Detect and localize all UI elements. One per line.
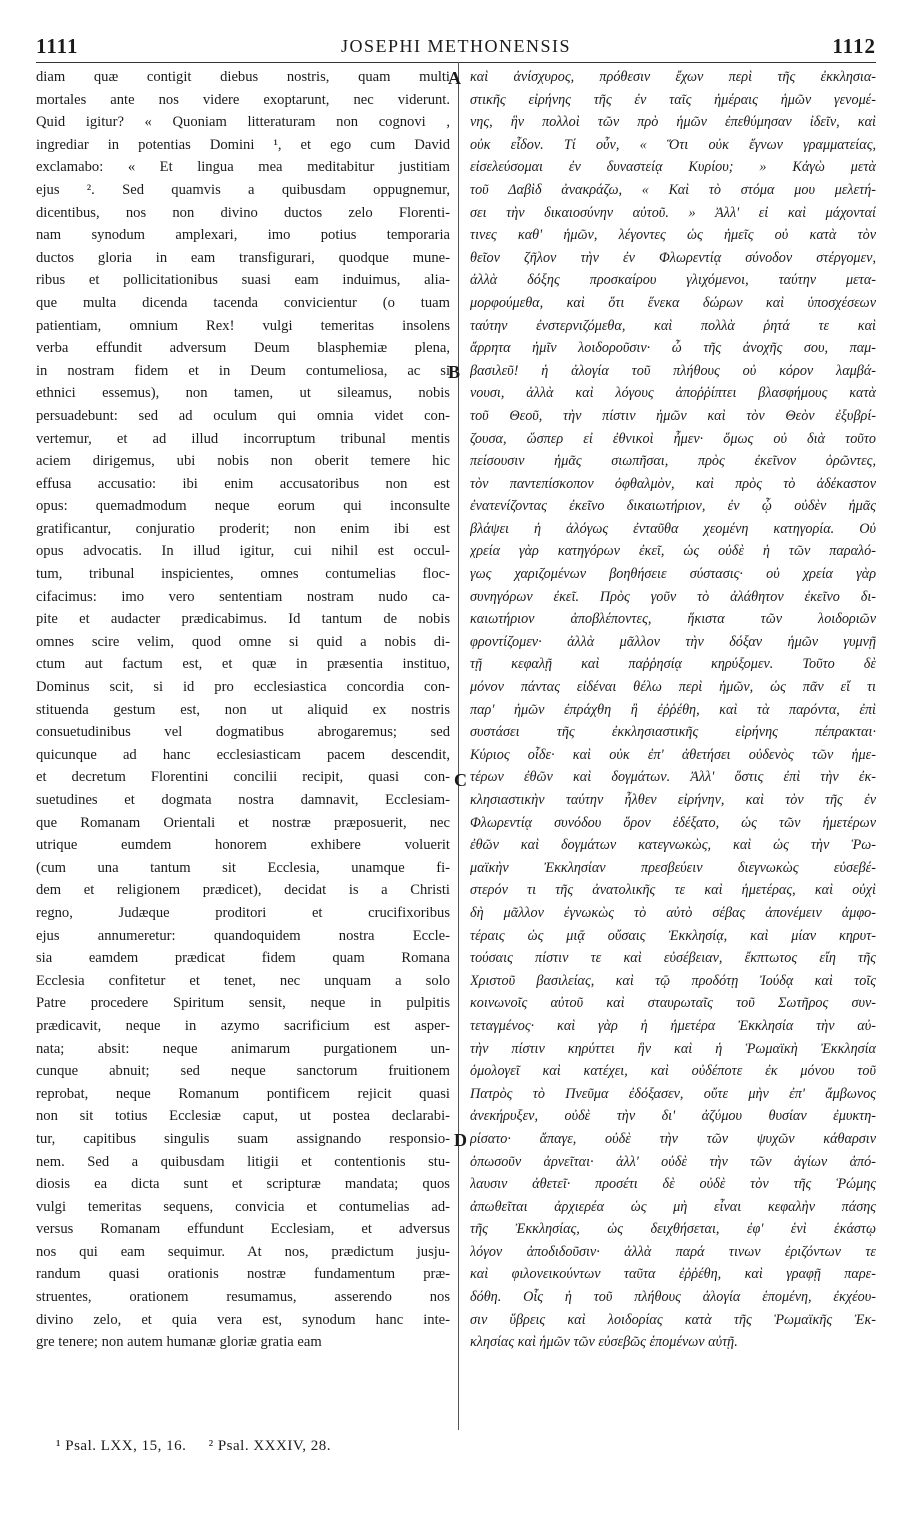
greek-text-line: νης, ἣν πολλοὶ τῶν πρὸ ἡμῶν ἐπεθύμησαν ἰδεῖν, καὶ	[470, 114, 876, 131]
column-divider	[458, 62, 459, 1430]
latin-text-line: reprobat, neque Romanum pontificem rejicit quasi	[36, 1085, 450, 1102]
latin-text-line: utrique eumdem honorem exhibere voluerit	[36, 837, 450, 854]
latin-text-line: nam synodum amplexari, imo potius temporaria	[36, 227, 450, 244]
latin-text-line: consuetudinibus vel dogmatibus abrogaremus; sed	[36, 724, 450, 741]
greek-text-line: ζουσα, ὥσπερ εἰ ἐθνικοὶ ἦμεν· ὅμως οὐ διὰ τοῦτο	[470, 430, 876, 447]
greek-text-line: τῇ κεφαλῇ καὶ παῤῥησίᾳ κηρύξομεν. Τοῦτο δὲ	[470, 656, 876, 673]
latin-text-line: dem et religionem prædicet), decidat is a Christi	[36, 882, 450, 899]
greek-text-line: καὶ φιλονεικούντων ταῦτα ἐῤῥέθη, καὶ γραφῇ παρε-	[470, 1266, 876, 1283]
left-page-number: 1111	[36, 34, 79, 58]
latin-text-line: struentes, orationem resumamus, asserendo nos	[36, 1289, 450, 1306]
latin-text-line: dicentibus, nos non divino ductos zelo Florenti-	[36, 204, 450, 221]
greek-text-line: τοῦ Δαβὶδ ἀνακράζω, « Καὶ τὸ στόμα μου μελετή-	[470, 181, 876, 198]
latin-text-line: divino zelo, et quia vera est, synodum hanc inte-	[36, 1311, 450, 1328]
greek-text-line: βασιλεῦ! ἡ ἀλογία τοῦ πλήθους οὐ κόρον λαμβά-	[470, 362, 876, 379]
latin-text-line: aciem dirigemus, ubi nobis non oberit temere hic	[36, 453, 450, 470]
greek-text-line: ἐνατενίζοντας ἐκεῖνο δικαιωτήριον, ἐν ᾧ οὐδὲν ἡμᾶς	[470, 498, 876, 515]
greek-text-line: παρ' ἡμῶν ἐπράχθη ἢ ἐῤῥέθη, καὶ τὰ παρόντα, ἐπὶ	[470, 701, 876, 718]
greek-text-line: λόγον ἀποδιδοῦσιν· ἀλλὰ παρά τινων ἐριζόντων τε	[470, 1243, 876, 1260]
latin-text-line: ingrediar in potentias Domini ¹, et ego cum David	[36, 136, 450, 153]
margin-marker-a: A	[448, 68, 461, 88]
latin-text-line: vertemur, et ad illud incorruptum tribunal mentis	[36, 430, 450, 447]
greek-text-line: σιν ὕβρεις καὶ λοιδορίας κατὰ τῆς Ῥωμαϊκῆς Ἐκ-	[470, 1311, 876, 1328]
latin-text-line: effusa accusatio: ibi enim accusatoribus non est	[36, 475, 450, 492]
greek-text-line: πείσουσιν ἡμᾶς σιωπῆσαι, πρὸς ἐκεῖνον ὁρῶντες,	[470, 453, 876, 470]
latin-text-line: regno, Judæque proditori et crucifixoribus	[36, 904, 450, 921]
latin-text-line: Quid igitur? « Quoniam litteraturam non cognovi ,	[36, 114, 450, 131]
greek-text-line: ἀνεκήρυξεν, οὐδὲ τὴν δι' ἀζύμου θυσίαν ἐμυκτη-	[470, 1108, 876, 1125]
latin-text-line: nem. Sed a quibusdam litigii et contentionis stu-	[36, 1153, 450, 1170]
latin-text-line: tur, capitibus singulis suam assignando responsio-	[36, 1130, 450, 1147]
latin-text-line: Ecclesia confitetur et tenet, nec unquam a solo	[36, 972, 450, 989]
greek-text-line: θεῖον ζῆλον τὴν ἐν Φλωρεντίᾳ σύνοδον στέργομεν,	[470, 249, 876, 266]
latin-text-line: patientiam, omnium Rex! vulgi temeritas insolens	[36, 317, 450, 334]
latin-text-line: ejus annumeretur: quandoquidem nostra Eccle-	[36, 927, 450, 944]
greek-text-line: ρίσατο· ἄπαγε, οὐδὲ τὴν τῶν ψυχῶν κάθαρσιν	[470, 1130, 876, 1147]
greek-text-line: τῆς Ἐκκλησίας, ὡς δειχθήσεται, ἐφ' ἑνὶ ἑκάστῳ	[470, 1221, 876, 1238]
latin-text-line: nos qui eam sequimur. At nos, prædictum jusju-	[36, 1243, 450, 1260]
greek-text-line: ἀλλὰ δόξης προσκαίρου γλιχόμενοι, ταύτην μετα-	[470, 272, 876, 289]
greek-text-line: Κύριος οἶδε· καὶ οὐκ ἐπ' ἀθετήσει οὐδενὸς τῶν ἡμε-	[470, 746, 876, 763]
latin-text-line: prædicavit, neque in azymo sacrificium est asper-	[36, 1017, 450, 1034]
greek-text-line: μορφούμεθα, καὶ ὅτι ἕνεκα δώρων καὶ ὑποσχέσεων	[470, 294, 876, 311]
greek-text-line: συνηγόρων ἐκεῖ. Πρὸς γοῦν τὸ ἀλάθητον ἐκεῖνο δι-	[470, 588, 876, 605]
latin-text-line: gre tenere; non autem humanæ gloriæ gratia eam	[36, 1334, 322, 1351]
greek-text-line: συστάσει τῆς ἐκκλησιαστικῆς εἰρήνης πέπρακται·	[470, 724, 876, 741]
greek-text-line: γως χαριζομένων βοηθήσειε σύστασις· οὐ χρεία γὰρ	[470, 566, 876, 583]
greek-text-line: ἀπωθεῖται ἀρχιερέα ὡς μὴ εἶναι κεφαλὴν πάσης	[470, 1198, 876, 1215]
greek-text-line: τινες καθ' ἡμῶν, λέγοντες ὡς ἡμεῖς οὐ κατὰ τὸν	[470, 227, 876, 244]
latin-text-line: suetudines et dogmata nostra damnavit, Ecclesiam-	[36, 792, 450, 808]
latin-text-line: que Romanam Orientali et nostræ præposuerit, nec	[36, 814, 450, 831]
latin-text-line: verba effundit adversum Deum blasphemiæ plena,	[36, 340, 450, 357]
greek-text-line: ὁμολογεῖ καὶ κατέχει, καὶ οὐδέποτε ἐκ μόνου τοῦ	[470, 1063, 876, 1080]
greek-text-line: τοῦ Θεοῦ, τὴν πίστιν ἡμῶν καὶ τὸν Θεὸν ἐξυβρί-	[470, 407, 876, 424]
latin-text-line: que multa dicenda tacenda convicientur (o tuam	[36, 294, 450, 311]
latin-text-line: vulgi temeritas sequens, convicia et contumelias ad-	[36, 1198, 450, 1215]
greek-text-line: Χριστοῦ βασιλείας, καὶ τῷ προδότῃ Ἰούδᾳ καὶ τοῖς	[470, 972, 876, 989]
greek-text-line: δόθη. Οἷς ἡ τοῦ πλήθους ἀλογία ἑπομένη, ἐκχέου-	[470, 1289, 876, 1306]
latin-text-line: Dominus scit, si id pro ecclesiastica concordia con-	[36, 679, 450, 696]
latin-text-line: ctum aut factum est, et quæ in præsentia instituo,	[36, 656, 450, 673]
greek-text-line: μόνον πάντας εἰδέναι θέλω περὶ ἡμῶν, ὡς πᾶν εἴ τι	[470, 679, 876, 696]
greek-text-line: κλησιαστικὴν ταύτην ἦλθεν εἰρήνην, καὶ τὸν τῆς ἐν	[470, 792, 876, 808]
greek-text-line: βλάψει ἡ ἀλόγως ἐνταῦθα χεομένη κατηγορία. Οὐ	[470, 520, 876, 537]
latin-text-line: randum quasi orationis nostræ fundamentum præ-	[36, 1266, 450, 1283]
greek-column	[470, 66, 876, 1354]
right-page-number: 1112	[832, 34, 876, 58]
latin-text-line: diosis ea dicta sunt et scripturæ mandata; quos	[36, 1176, 450, 1193]
latin-text-line: sia eamdem prædicat fidem quam Romana	[36, 950, 450, 967]
greek-text-line: οὐκ εἶδον. Τί οὖν, « Ὅτι οὐκ ἔγνων γραμματείας,	[470, 136, 876, 153]
greek-text-line: καὶ ἀνίσχυρος, πρόθεσιν ἔχων περὶ τῆς ἐκκλησια-	[470, 69, 876, 85]
greek-text-line: ἄρρητα ἡμῖν λοιδοροῦσιν· ὦ τῆς ἀνοχῆς σου, παμ-	[470, 340, 876, 357]
latin-column	[36, 66, 450, 1354]
latin-text-line: nata; absit: neque animarum purgationem un-	[36, 1040, 450, 1057]
latin-text-line: diam quæ contigit diebus nostris, quam multi	[36, 69, 450, 85]
greek-text-line: τὴν πίστιν κηρύττει ἣν καὶ ἡ Ῥωμαϊκὴ Ἐκκλησία	[470, 1040, 876, 1057]
latin-text-line: pite et audacter prædicabimus. Id tantum de nobis	[36, 611, 450, 628]
latin-text-line: exclamabo: « Et lingua mea meditabitur justitiam	[36, 159, 450, 176]
header-rule	[36, 62, 876, 63]
latin-text-line: opus advocatis. In illud igitur, cui nihil est occul-	[36, 543, 450, 560]
greek-text-line: εἰσελεύσομαι ἐν δυναστείᾳ Κυρίου; » Κἀγὼ μετὰ	[470, 159, 876, 176]
greek-text-line: ὁπωσοῦν ἀρνεῖται· ἀλλ' οὐδὲ τὴν τῶν ἁγίων ἀπό-	[470, 1153, 876, 1170]
greek-text-line: φροντίζομεν· ἀλλὰ μᾶλλον τὴν δόξαν ἡμῶν γυμνῇ	[470, 633, 876, 650]
latin-text-line: Patre procedere Spiritum sensit, neque in pulpitis	[36, 995, 450, 1012]
greek-text-line: τούσαις πίστιν τε καὶ εὐσέβειαν, ἔκπτωτος εἴη τῆς	[470, 950, 876, 967]
latin-text-line: persuadebunt: sed ad oculum qui omnia videt con-	[36, 407, 450, 424]
footnote-2: ² Psal. XXXIV, 28.	[208, 1438, 331, 1454]
greek-text-line: κλησίας καὶ ἡμῶν τῶν εὐσεβῶς ἑπομένων αὐτῇ.	[470, 1334, 738, 1351]
latin-text-line: ejus ². Sed quamvis a quibusdam oppugnemur,	[36, 181, 450, 198]
running-title: JOSEPHI METHONENSIS	[340, 36, 571, 56]
greek-text-line: μαϊκὴν Ἐκκλησίαν πρεσβεύειν διεγνωκὼς εὐσεβέ-	[470, 859, 876, 876]
latin-text-line: non sit totius Ecclesiæ caput, ut postea declarabi-	[36, 1108, 450, 1125]
greek-text-line: κοινωνοῖς αὐτοῦ καὶ σταυρωταῖς τοῦ Σωτῆρος συν-	[470, 995, 876, 1012]
greek-text-line: καιωτήριον ἀποβλέποντες, ἥκιστα τῶν λοιδοριῶν	[470, 611, 876, 628]
latin-text-line: stituenda gestum est, non ut aliquid ex nostris	[36, 701, 450, 718]
greek-text-line: στικῆς εἰρήνης τῆς ἐν ταῖς ἡμέραις ἡμῶν γενομέ-	[470, 91, 876, 108]
margin-marker-d: D	[454, 1130, 467, 1150]
running-header	[36, 34, 876, 58]
latin-text-line: ethnici essemus), non tamen, ut sileamus, nobis	[36, 385, 450, 402]
latin-text-line: (cum una tantum sit Ecclesia, unamque fi-	[36, 859, 450, 876]
latin-text-line: cunque abnuit; sed neque sanctorum fruitionem	[36, 1063, 450, 1080]
latin-text-line: opus: quemadmodum neque eorum qui inconsulte	[36, 498, 450, 515]
greek-text-line: ἐθῶν καὶ δογμάτων κατεγνωκὼς, καὶ ὡς τὴν Ῥω-	[470, 837, 876, 854]
margin-marker-b: B	[448, 362, 461, 382]
greek-text-line: λαυσιν ἀθετεῖ· προσέτι δὲ οὐδὲ τὸν τῆς Ῥώμης	[470, 1176, 876, 1193]
latin-text-line: omnes scire velim, quod omne si quid a nobis di-	[36, 633, 450, 650]
latin-text-line: mortales ante nos videre exoptarunt, nec viderunt.	[36, 91, 450, 108]
greek-text-line: χρεία γὰρ κατηγόρων ἐκεῖ, ὡς οὐδὲ ἡ τῶν παραλό-	[470, 543, 876, 560]
footnotes	[56, 1438, 349, 1455]
greek-text-line: τὸν παντεπίσκοπον ὀφθαλμὸν, καὶ πρὸς τὸ ἀδέκαστον	[470, 475, 876, 492]
greek-text-line: Πατρὸς τὸ Πνεῦμα ἐδόξασεν, οὔτε μὴν ἐπ' ἄμβωνος	[470, 1085, 876, 1102]
footnote-1: ¹ Psal. LXX, 15, 16.	[56, 1438, 187, 1454]
margin-marker-c: C	[454, 770, 467, 790]
latin-text-line: et decretum Florentini concilii recipit, quasi con-	[36, 769, 450, 786]
greek-text-line: ταύτην ἐνστερνιζόμεθα, καὶ πολλὰ ῥητά τε καὶ	[470, 317, 876, 334]
latin-text-line: in nostram fidem et in Deum contumeliosa, ac si	[36, 362, 450, 379]
latin-text-line: ductos gloria in eam transfigurari, quodque mune-	[36, 249, 450, 266]
latin-text-line: tum, tribunal inspicientes, omnes contumelias floc-	[36, 566, 450, 583]
latin-text-line: quicunque ad hanc ecclesiasticam pacem descendit,	[36, 746, 450, 763]
greek-text-line: τεταγμένος· καὶ γὰρ ἡ ἡμετέρα Ἐκκλησία τὴν αὐ-	[470, 1017, 876, 1034]
greek-text-line: δὴ μᾶλλον ἐγνωκὼς τὸ αὐτὸ σέβας ἀπονέμειν ἀμφο-	[470, 904, 876, 921]
latin-text-line: cifacimus: imo vero sententiam nostram nudo ca-	[36, 588, 450, 605]
greek-text-line: νουσι, ἀλλὰ καὶ λόγους ἀποῤῥίπτει βλασφήμους κατὰ	[470, 385, 876, 402]
greek-text-line: σει τὴν δικαιοσύνην αὐτοῦ. » Ἀλλ' εἰ καὶ μάχονταί	[470, 204, 876, 221]
greek-text-line: τέρων ἐθῶν καὶ δογμάτων. Ἀλλ' ὅστις ἐπὶ τὴν ἐκ-	[470, 769, 876, 786]
greek-text-line: στερόν τι τῆς ἀνατολικῆς τε καὶ ἡμετέρας, καὶ οὐχὶ	[470, 882, 876, 899]
latin-text-line: ribus et pollicitationibus suasi eam induimus, alia-	[36, 272, 450, 289]
latin-text-line: versus Romanam effundunt Ecclesiam, et adversus	[36, 1221, 450, 1238]
greek-text-line: τέραις ὡς μιᾷ οὔσαις Ἐκκλησίᾳ, καὶ μίαν κηρυτ-	[470, 927, 876, 944]
greek-text-line: Φλωρεντίᾳ συνόδου ὅρον ἐδέξατο, ὡς τῶν ἡμετέρων	[470, 814, 876, 831]
latin-text-line: gratificantur, conjuratio proderit; non enim ibi est	[36, 520, 450, 537]
